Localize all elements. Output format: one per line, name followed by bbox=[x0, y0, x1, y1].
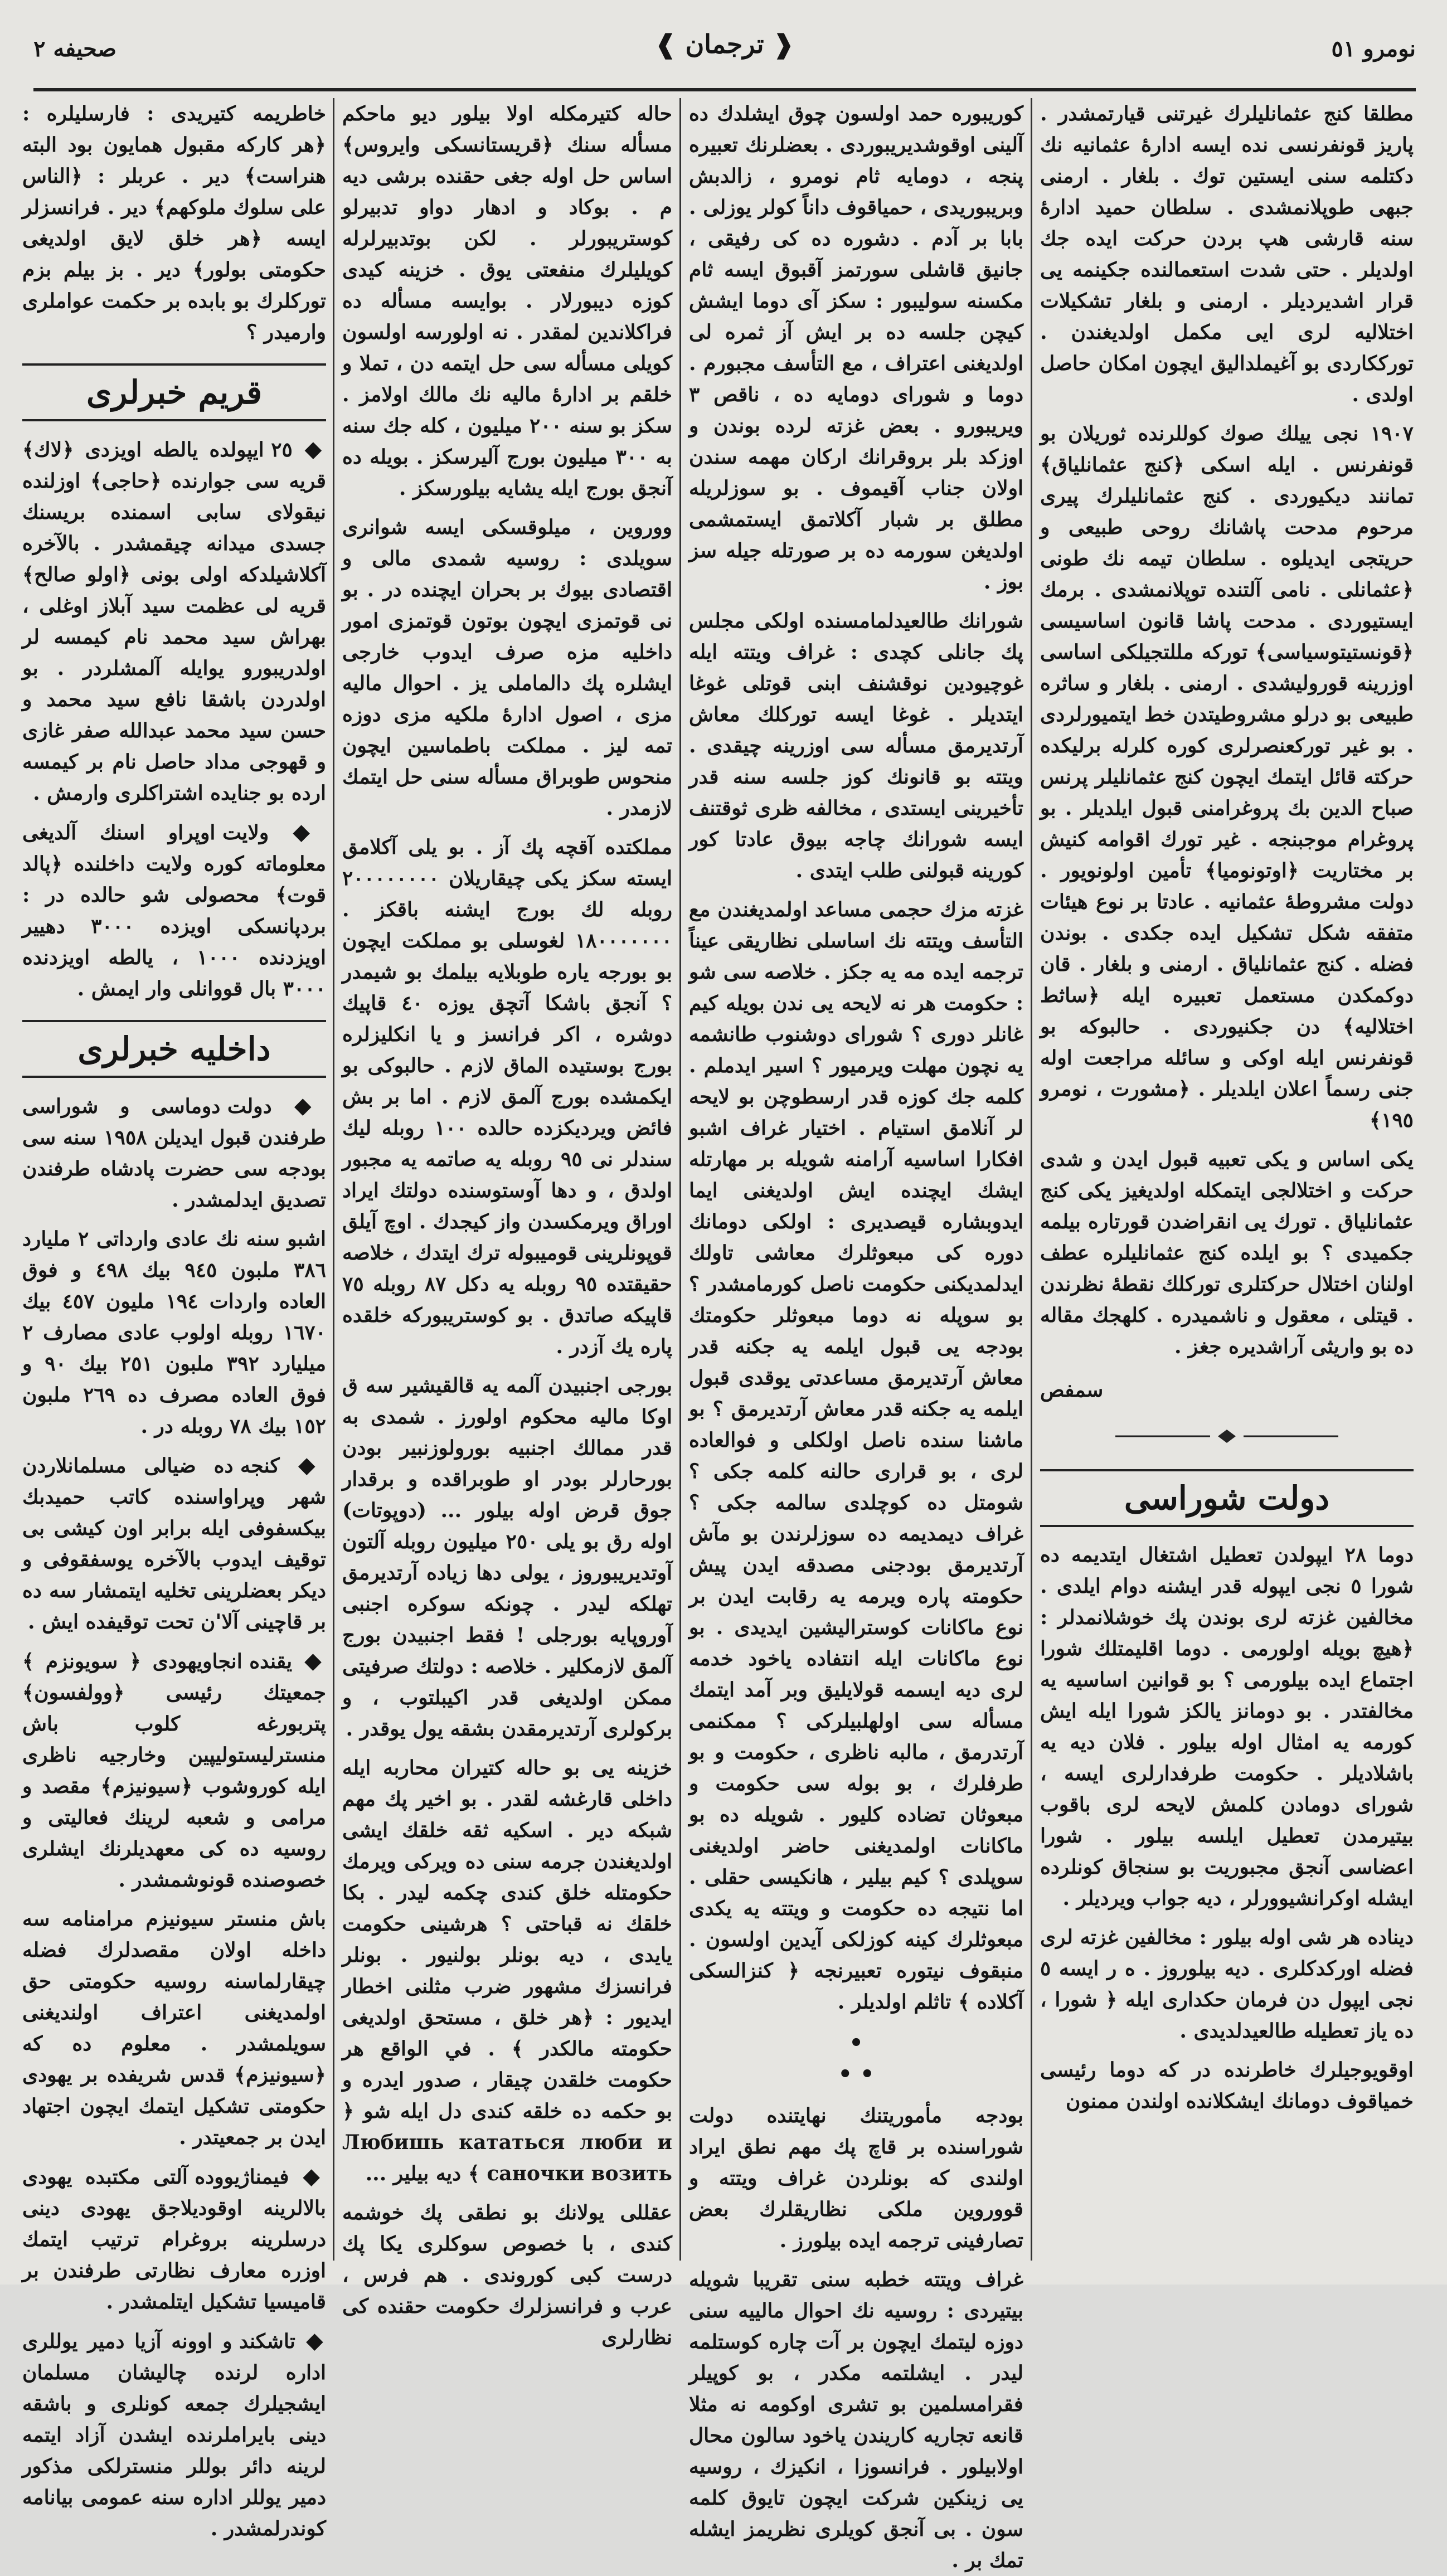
section-heading-internal-news: داخليه خبرلرى bbox=[22, 1020, 326, 1078]
column-3 bbox=[342, 98, 673, 2349]
news-item bbox=[22, 2325, 326, 2544]
paragraph: غزته مزك حجمى مساعد اولمديغندن مع التأسف ويتته نك اساسلى نظاريقى عيناً ترجمه ايده مه يه جكز . خلاصه سى شو : حكومت هر نه لايحه يى ندن بويله كيم غانلر دورى ؟ شوراى دوشنوب طانشمه يه نچون مهلت ويرميور ؟ اسير ايدملم . كلمه جك كوزه قدر ارسطوچن بو لايحه لر آنلامق استيام . اختيار غراف اشبو افكارا اساسيه آرامنه شويله بر مهارتله ايشك ايچنده ايش اولديغنى ايما ايدوبشاره قيصديرى : اولكى دومانك دوره كى مبعوثلرك معاشى تاولك ايدلمديكنى حكومت ناصل كورمامشدر ؟ بو سوپله نه دوما مبعوثلر حكومتك بودجه يى قبول ايلمه يه جكنه قدر معاش آرتديرمق مساعدتى يوقدى قبول ايلمه يه جكنه قدر معاش آرتديرمق ؟ بو ماشنا سنده ناصل اولكلى و فوالعاده لرى ، بو قرارى حالنه كلمه جكى ؟ شومتل ده كوچلدى سالمه جكى ؟ غراف ديمديمه ده سوزلرندن بو مآش آرتديرمق بودجنى مصدقه ايدن پيش حكومته پاره ويرمه يه رقابت ايدن بر نوع ماكانات كوستراليشين ايديدى . بو نوع ماكانات ايله انتفاده ياخود خدمه لرى ديه ايسمه قولايليق وبر آمد ايتمك مسأله سى اولهلبيلركى ؟ ممكنمى آرتدرمق ، مالبه ناظرى ، حكومت و بو طرفلرك ، بو بوله سى حكومت و مبعوثان تضاده كليور . شويله ده بو ماكانات اولمديغنى حاضر اولديغنى سوپلدى ؟ كيم بيلير ، هانكيسى حقلى . اما نتيجه ده حكومت و ويتته يه يكدى مبعوثلرك كينه كوزلكى آيدين اولسون . منبقوف نيتوره تعبيرنجه ﴿ كنزالسكى آكلاده ﴾ تاثلم اولديلر . bbox=[689, 898, 1023, 2014]
paragraph: اوقويوجيلرك خاطرنده در كه دوما رئيسى خمياقوف دومانك ايشكلانده اولندن ممنون bbox=[1040, 2058, 1414, 2113]
paragraph: حاله كتيرمكله اولا بيلور ديو ماحكم مسأله سنك ﴿قريستانسكى وايروس﴾ اساس حل اوله جغى حقنده برشى ديه م . بوكاد و ادهار دواو تدبيرلو كوستريبورلر . لكن بوتدبيرلرله كويليلرك منفعتى يوق . خزينه كيدى كوزه ديبورلار . بوايسه مسأله ده فراكلاندين لمقدر . نه اولورسه اولسون كويلى مسأله سى حل ايتمه دن ، تملا و خلقم بر ادارهٔ ماليه نك مالك اولامز . سكز بو سنه ٢٠٠ ميليون ، كله جك سنه به ٣٠٠ ميليون بورج آليرسكز . بويله ده آنجق بورج ايله يشايه بيلورسكز . bbox=[342, 102, 672, 500]
paragraph: يكى اساس و يكى تعبيه قبول ايدن و شدى حركت و اختلالجى ايتمكله اولديغيز يكى كنج عثمانلياق . تورك يى انقراضدن قورتاره بيلمه جكميدى ؟ بو ايلده كنج عثمانليلره عطف اولنان اختلال حركتلرى توركلك نقطهٔ نظرندن . قيتلى ، معقول و ناشميدره . كلهجك مقاله ده بو واريثى آراشديره جغز . bbox=[1040, 1148, 1414, 1358]
paragraph: خزينه يى بو حاله كتيران محاربه ايله داخلى قارغشه لقدر . بو اخير پك مهم شبكه دير . اسكيه ثقه خلقك ايشى اولديغندن جرمه سنى ده ويركى ويرمك حكومتله خلق كندى چكمه ليدر . بكا خلقك نه قباحتى ؟ هرشينى حكومت يايدى ، ديه بونلر بولنيور . بونلر فرانسزك مشهور ضرب مثلنى اخطار ايديور : ﴿هر خلق ، مستحق اولديغى حكومته مالكدر ﴾ . في الواقع هر حكومت خلقدن چيقار ، صدور ايدره و بو حكمه ده خلقه كندى دل ايله شو ﴿ Любишь кататься люби и саночки возить ﴾ ديه بيلير ... bbox=[342, 1756, 672, 2185]
news-item-text: دولت دوماسى و شوراسى طرفندن قبول ايديلن ١٩٥٨ سنه سى بودجه سى حضرت پادشاه طرفندن تصديق ايدلمشدر . bbox=[22, 1095, 326, 1212]
news-item bbox=[22, 434, 326, 809]
news-item bbox=[22, 1090, 326, 1216]
diamond-bullet-icon: ◆ bbox=[279, 1452, 327, 1478]
paragraph: بودجه مأموريتنك نهايتنده دولت شوراسنده بر قاچ پك مهم نطق ايراد اولندى كه بونلردن غراف ويتته و قووروين ملكى نظاريقلرك بعض تصارفينى ترجمه ايده بيلورز . bbox=[689, 2104, 1023, 2252]
news-item-text: ٢٥ ايپولده يالطه اويزدى ﴿لاك﴾ قريه سى جوارنده ﴿حاجى﴾ اوزلنده نيقولاى سابى اسمنده بريسنك جسدى ميدانه چيقمشدر . بالآخره آكلاشيلدكه اولى بونى ﴿اولو صالح﴾ قريه لى عظمت سيد آبلاز اوغلى ، بهراش سيد محمد نام كيمسه لر اولدريبورو يوايله آلمشلردر . بو اولدردن باشقا نافع سيد محمد و حسن سيد محمد عبدالله صفر غازى و قهوجى مداد حاصل نام بر كيمسه ارده بو جنايده اشتراكلرى وارمش . bbox=[22, 438, 326, 805]
newspaper-title bbox=[641, 29, 808, 59]
diamond-bullet-icon: ◆ bbox=[292, 1647, 326, 1674]
title-ornament-right: ❱ bbox=[773, 29, 795, 59]
paragraph: شورانك طالعيدلمامسنده اولكى مجلس پك جانلى كچدى : غراف ويتته ايله غوچيودين نوقشنف ابنى قوتلى غوغا ايتديلر . غوغا ايسه توركلك معاش آرتديرمق مسأله سى اوزرينه چيقدى . ويتته بو قانونك كوز جلسه سنه قدر تأخيرينى ايستدى ، مخالفه ظرى ثوقتنف ايسه شورانك چاجه بيوق عادتا كور كورينه قبولنى طلب ايتدى . bbox=[689, 609, 1023, 882]
news-item-text: يقنده انجاويهودى ﴿ سويونزم ﴾ جمعيتك رئيسى ﴿وولفسون﴾ پتربورغه كلوب باش منسترليستوليپين وخارجيه ناظرى ايله كوروشوب ﴿سيونيزم﴾ مقصد و مرامى و شعبه لرينك فعاليتى و روسيه ده كى معهديلرنك ايشلرى خصوصنده قونوشمشدر . bbox=[22, 1650, 326, 1892]
paragraph: ١٩٠٧ نجى ييلك صوك كوللرنده ثوريلان بو قونفرنس . ايله اسكى ﴿كنج عثمانلياق﴾ تمانند ديكيوردى . كنج عثمانليلرك پيرى مرحوم مدحت پاشانك روحى طبيعى و حريتجى ايديلوه . سلطان تيمه نك طونى ﴿عثمانلى . نامى آلتنده توپلانمشدى . برمك ايستيوردى . مدحت پاشا قانون اساسيسى ﴿قونستيتوسياسى﴾ توركه مللتجيلكى اساسى اوزرينه قوروليشدى . ارمنى . بلغار و ساثره طبيعى بو درلو مشروطيتدن خط ايتميورلردى . بو غير توركعنصرلرى كوره كلرله برليكده حركته قائل ايتمك ايچون كنج عثمانليلر پرنس صباح الدين بك پروغرامنى قبول ايلديلر . بو پروغرام موجبنجه . غير تورك اقوامه كنيش بر مختاريت ﴿اوتونوميا﴾ تأمين اولونويور . دولت مشروطهٔ عثمانيه . عادتا بر نوع هيئات متفقه شكل تشكيل ايده جكدى . بوندن فضله . كنج عثمانلياق . ارمنى و بلغار . قان دوكمكدن مستعمل تعبيره ايله ﴿ساثط اختلاليه﴾ دن جكنيوردى . حالبوكه بو قونفرنس ايله اوكى و سائله مراجعت اوله جنى رسماً اعلان ايلديلر . ﴿مشورت ، نومرو ١٩٥﴾ bbox=[1040, 422, 1414, 1132]
news-item-text: كنجه ده ضيالى مسلمانلاردن شهر وپراواسنده كاتب حميدبك بيكسفوفى ايله برابر اون كيشى بى توقيف ايدوب بالآخره يوسفقوفى و ديكر بعضلرينى تخليه ايتمشار سه ده بر قاچينى آلا'ن تحت توقيفده ايش . bbox=[22, 1454, 326, 1634]
diamond-bullet-icon: ◆ bbox=[295, 2327, 326, 2354]
paragraph: بورجى اجنبيدن آلمه يه قالقيشير سه ق اوكا ماليه محكوم اولورز . شمدى به قدر ممالك اجنبيه بورولوزنبير بودن بورحارلر بودر او طوبراقده و برقدار جوق قرض اوله بيلور ... (دوپوتات) اوله رق بو يلى ٢٥٠ ميليون روبله آلتون آوتديريبوروز ، يولى دها زياده آرتديرمق تهلكه ليدر . چونكه سوكره اجنبى آوروپايه بورجلى ! فقط اجنبيدن بورج آلمق لازمكلير . خلاصه : دولتك صرفيتى ممكن اولديغى قدر اكيبلتوب ، و بركولرى آرتديرمقدن بشقه يول يوقدر . bbox=[342, 1374, 672, 1741]
paragraph: ووروين ، ميلوقسكى ايسه شوانرى سويلدى : روسيه شمدى مالى و اقتصادى بيوك بر بحران ايچنده در . بو نى قوتمزى ايچون بوتون قوتمزى امور داخليه مزه صرف ايدوب خارجى ايشلره پك دالماملى يز . احوال ماليه مزى ، اصول ادارهٔ ملكيه مزى دوزه تمه ليز . مملكت باطماسين ايچون منحوس طوبراق مسأله سنى حل ايتمك لازمدر . bbox=[342, 516, 672, 820]
paragraph: خاطريمه كتيريدى : فارسليلره : ﴿هر كاركه مقبول همايون بود البته هنراست﴾ دير . عربلر : ﴿الناس على سلوك ملوكهم﴾ دير . فرانسزلر ايسه ﴿هر خلق لايق اولديغى حكومتى بولور﴾ دير . بز بيلم بزم توركلرك بو بابده بر حكمت عواملرى وارميدر ؟ bbox=[22, 102, 326, 344]
diamond-bullet-icon: ◆ bbox=[269, 819, 327, 845]
page-number: صحيفه ٢ bbox=[33, 36, 116, 62]
column-separator bbox=[333, 98, 334, 2261]
column-separator bbox=[679, 98, 681, 2261]
issue-number: نومرو ٥١ bbox=[1331, 36, 1416, 62]
title-ornament-left: ❰ bbox=[654, 29, 677, 59]
paragraph: دوما ٢٨ ايپولدن تعطيل اشتغال ايتديمه ده شورا ٥ نجى ايپوله قدر ايشنه دوام ايلدى . مخالفين غزته لرى بوندن پك خوشلانمدلر : ﴿هيچ بويله اولورمى . دوما اقليمتلك شورا اجتماع ايده بيلورمى ؟ بو قوانين اساسيه يه مخالفتدر . بو دومانز يالكز شورا ايله ايش كورمه يه امثال اوله بيلور . فلان ديه يه باشلاديلر . حكومت طرفدارلرى ايسه ، شوراى دومادن كلمش لايحه لرى باقوب بيتيرمدن تعطيل ايلسه بيلور . شورا اعضاسى آنجق مجبوريت بو سنجاق كونلرده ايشله اوكرانشيوورلر ، ديه جواب ويرديلر . bbox=[1040, 1543, 1414, 1910]
paragraph: غراف ويتته خطبه سنى تقريبا شويله بيتيردى : روسيه نك احوال مالييه سنى دوزه ليتمك ايچون بر آت چاره كوستلمه ليدر . ايشلتمه مكدر ، بو كوپيلر فقرامسلمين بو تشرى اوكومه نه مثلا قانعه تجاريه كاريندن ياخود سالون محال اولابيلور . فرانسوزا ، انكيزك ، روسيه يى زينكين شركت ايچون تايوق كلمه سون . بى آنجق كويلرى نظريمز ايشله تمك بر . bbox=[689, 2268, 1023, 2572]
news-item-text: فيمناژيووده آلتى مكتبده يهودى بالالرينه اوقوديلاجق يهودى دينى درسلرينه بروغرام ترتيب ايتمك اوزره معارف نظارتى طرفندن بر قاميسيا تشكيل ايتلمشدر . bbox=[22, 2165, 326, 2313]
paragraph: ديناده هر شى اوله بيلور : مخالفين غزته لرى فضله اوركدكلرى . ديه بيلوروز . ه ر ايسه ٥ نجى ايپول دن فرمان حكدارى ايله ﴿ شورا ، ده ياز تعطيله طالعيدلديدى . bbox=[1040, 1926, 1414, 2043]
column-4 bbox=[22, 98, 327, 2540]
news-item bbox=[22, 1903, 326, 2153]
news-item-text: باش منستر سيونيزم مرامنامه سه داخله اولان مقصدلرك فضله چيقارلماسنه روسيه حكومتى حق اولمديغنى اعتراف اولنديغنى سويلمشدر . معلوم ده كه ﴿سيونيزم﴾ قدس شريفده بر يهودى حكومتى تشكيل ايتمك ايچون اجتهاد ايدن بر جمعيتدر . bbox=[22, 1907, 326, 2149]
column-2 bbox=[689, 98, 1023, 2572]
news-item bbox=[22, 1223, 326, 1442]
news-item-text: ولايت اوپراو اسنك آلديغى معلوماته كوره ولايت داخلنده ﴿پالد قوت﴾ محصولى شو حالده در : بردپانسكى اويزده ٣٠٠٠ دهيير اويزدنده ١٠٠٠ ، يالطه اويزدنده ٣٠٠٠ بال قووانلى وار ايمش . bbox=[22, 821, 327, 1000]
news-item bbox=[22, 2161, 326, 2317]
ornament-divider bbox=[1040, 1422, 1414, 1454]
paragraph: مطلقا كنج عثمانليلرك غيرتنى قيارتمشدر . پاريز قونفرنسى نده ايسه ادارهٔ عثمانيه نك دكتلمه سنى ايستين توك . بلغار . ارمنى جبهى طوپلانمشدى . سلطان حميد ادارهٔ سنه قارشى هپ بردن حركت ايده جك اولديلر . حتى شدت استعمالنده جكينمه يى قرار اشديرديلر . ارمنى و بلغار تشكيلات اختلاليه لرى ايى مكمل اولديغندن . تورككاردى بو آغيملداليق ايچون امكان حاصل اولدى . bbox=[1040, 102, 1414, 406]
diamond-bullet-icon: ◆ bbox=[289, 2163, 326, 2189]
section-dots: • • • bbox=[838, 2030, 875, 2087]
news-item bbox=[22, 1645, 326, 1895]
news-item bbox=[22, 816, 326, 1004]
masthead bbox=[33, 19, 1416, 91]
paragraph: عقللى يولانك بو نطقى پك خوشمه كندى ، با خصوص سوكلرى يكا پك درست كبى كوروندى . هم فرس ، عرب و فرانسزلرك حكومت حقنده كى نظارلرى bbox=[342, 2201, 672, 2349]
section-heading-state-council: دولت شوراسى bbox=[1040, 1469, 1414, 1527]
diamond-bullet-icon: ◆ bbox=[292, 436, 327, 462]
diamond-bullet-icon: ◆ bbox=[271, 1092, 326, 1119]
news-item-text: تاشكند و اوونه آزيا دمير يوللرى اداره لرنده چاليشان مسلمان ايشجيلرك جمعه كونلرى و باشقه دينى بايراملرنده ايشدن آزاد ايتمه لرينه دائر بوللر منسترلكى مذكور دمير يوللر اداره سنه عمومى بيانامه كوندرلمشدر . bbox=[22, 2330, 326, 2540]
column-separator bbox=[1031, 98, 1032, 2261]
ornament-icon bbox=[1110, 1428, 1344, 1445]
newspaper-name: ترجمان bbox=[685, 29, 764, 59]
section-heading-crimea-news: قريم خبرلرى bbox=[22, 363, 326, 421]
masthead-rule bbox=[33, 88, 1416, 91]
paragraph: مملكتده آقچه پك آز . بو يلى آكلامق ايسته سكز يكى چيقاريلان ٢٠٠٠٠٠٠٠٠ روبله لك بورج ايشنه باقكز . ١٨٠٠٠٠٠٠٠ لغوسلى بو مملكت ايچون بو بورجه ياره طوبلايه بيلمك بو شيمدر ؟ آنجق باشكا آتچق يوزه ٤٠ قاپيك دوشره ، اكر فرانسز و يا انكليزلره بورج بوستيده الماق لازم . حالبوكى بو ايكمشده بورج آلمق لازم . اما بر بش فائض ويرديكزده حالده ١٠٠ روبله ليك سندلر نى ٩٥ روبله يه صاتمه يه مجبور اولدق ، و دها آوستوسنده دولتك ايراد اوراق ويرمكسدن واز كيجدك . اوچ آيلق قوپونلرينى قوميبوله ترك ايتدك ، خلاصه حقيقتده ٩٥ روبله يه دكل ٨٧ روبله ٧٥ قاپيكه صاتدق . بو كوستريبوركه خلقده پاره يك آزدر . bbox=[342, 835, 673, 1358]
paragraph: كوريبوره حمد اولسون چوق ايشلدك ده آلينى اوقوشديريبوردى . بعضلرنك تعبيره پنجه ، دومايه ثام نومرو ، زالدبش وبريبوريدى ، حمياقوف داناً كولر يوزلى . بابا بر آدم . دشوره ده كى رفيقى ، جانيق قاشلى سورتمز آقبوق ايسه ثام مكسنه سوليبور : سكز آى دوما ايشش كيچن جلسه ده بر ايش آز ثمره لى اولديغنى اعتراف ، مع التأسف مجبورم . دوما و شوراى دومايه ده ، ناقص ٣ ويريبورو . بعض غزته لرده بوندن و اوزكد بلر بروقرانك اركان مهمه سندن اولان جناب آقيموف . بو سوزلريله مطلق بر شبار آكلاتمق ايستمشمى اولديغن سورمه ده بر صورتله جيله سز بوز . bbox=[689, 102, 1023, 594]
column-1 bbox=[1040, 98, 1414, 2261]
author-signature: سمفص bbox=[1040, 1378, 1104, 1402]
news-item-text: اشبو سنه نك عادى وارداتى ٢ مليارد ٣٨٦ ملبون ٩٤٥ بيك ٤٩٨ و فوق العاده واردات ١٩٤ مليون ٤٥٧ بيك ١٦٧٠ روبله اولوب عادى مصارف ٢ ميليارد ٣٩٢ ملبون ٢٥١ بيك ٩٠ و فوق العاده مصرف ده ٢٦٩ ملبون ١٥٢ بيك ٧٨ روبله در . bbox=[22, 1227, 327, 1438]
news-item bbox=[22, 1450, 326, 1637]
